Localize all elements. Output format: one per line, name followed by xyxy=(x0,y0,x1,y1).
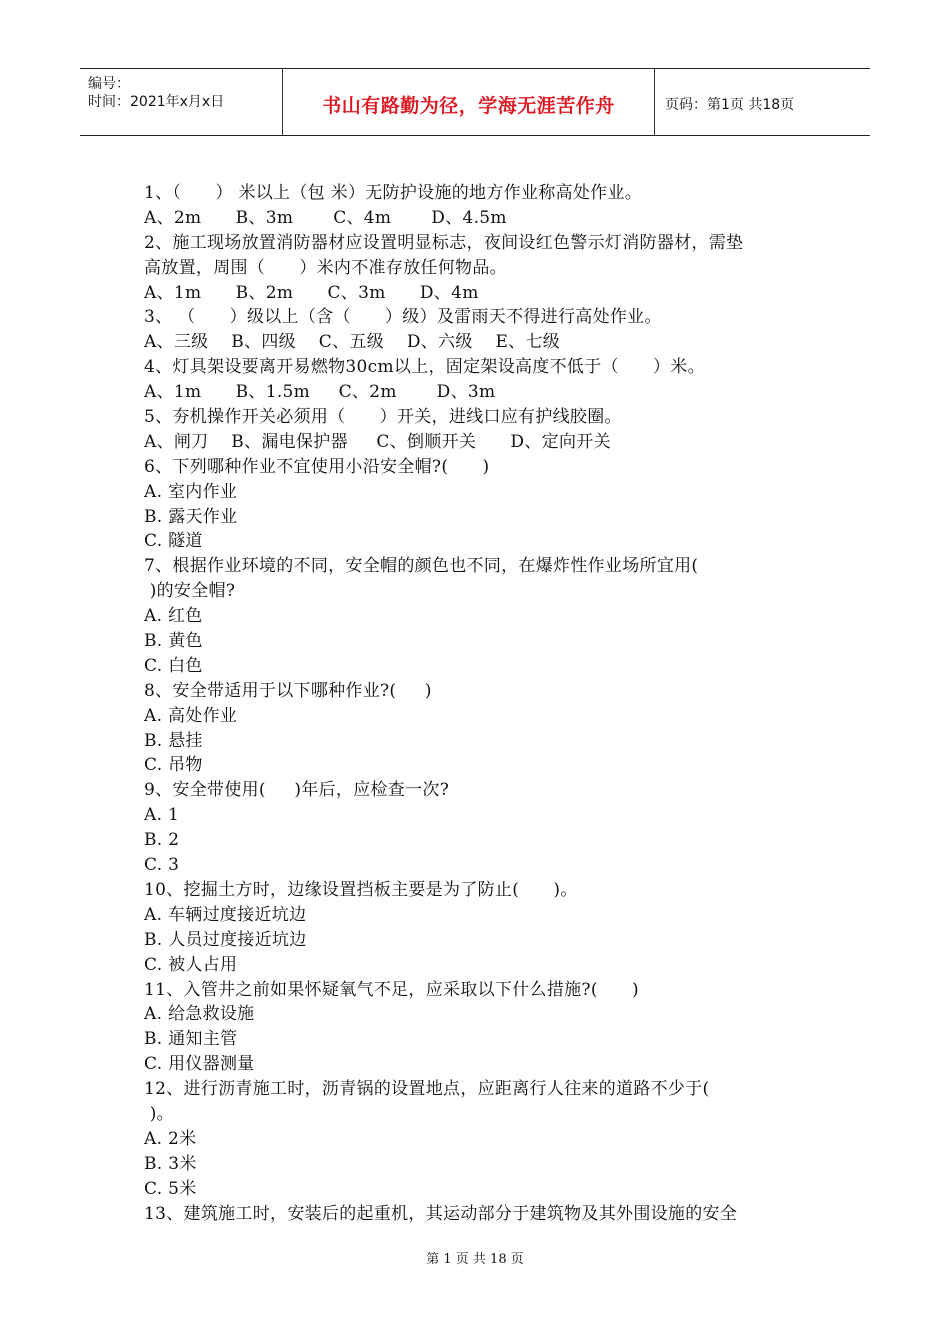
text-line: 6、下列哪种作业不宜使用小沿安全帽?( ) xyxy=(144,456,490,477)
text-line: C. 白色 xyxy=(144,655,203,676)
text-line: 高放置，周围（ ）米内不准存放任何物品。 xyxy=(144,257,507,278)
text-line: C. 5米 xyxy=(144,1178,197,1199)
text-line: B. 露天作业 xyxy=(144,506,238,527)
text-line: C. 被人占用 xyxy=(144,954,238,975)
text-line: A、1m B、2m C、3m D、4m xyxy=(144,282,479,303)
text-line: 7、根据作业环境的不同，安全帽的颜色也不同，在爆炸性作业场所宜用( xyxy=(144,556,699,577)
text-line: A、2m B、3m C、4m D、4.5m xyxy=(144,207,507,228)
question-list xyxy=(144,181,814,1226)
header-table xyxy=(80,68,870,136)
text-line: A. 室内作业 xyxy=(144,481,238,502)
text-line: 13、建筑施工时，安装后的起重机，其运动部分于建筑物及其外围设施的安全 xyxy=(144,1203,738,1224)
text-line: 12、进行沥青施工时，沥青锅的设置地点，应距离行人往来的道路不少于( xyxy=(144,1079,710,1100)
text-line: C. 隧道 xyxy=(144,531,203,552)
text-line: A. 2米 xyxy=(144,1128,197,1149)
header-motto-cell xyxy=(283,69,655,135)
text-line: 5、夯机操作开关必须用（ ）开关，进线口应有护线胶圈。 xyxy=(144,407,622,428)
header-motto: 书山有路勤为径，学海无涯苦作舟 xyxy=(322,95,615,117)
text-line: A. 红色 xyxy=(144,606,203,627)
header-page-cell xyxy=(655,69,870,135)
text-line: A、1m B、1.5m C、2m D、3m xyxy=(144,382,496,403)
text-line: )。 xyxy=(144,1103,174,1124)
text-line: 8、安全带适用于以下哪种作业?( ) xyxy=(144,680,432,701)
text-line: A. 给急救设施 xyxy=(144,1004,255,1025)
text-line: 3、 （ ）级以上（含（ ）级）及雷雨天不得进行高处作业。 xyxy=(144,307,662,328)
text-line: A. 1 xyxy=(144,805,180,826)
document-date-label: 时间：2021年x月x日 xyxy=(88,94,225,110)
text-line: )的安全帽? xyxy=(144,581,236,602)
text-line: C. 3 xyxy=(144,855,180,876)
text-line: B. 悬挂 xyxy=(144,730,203,751)
text-line: B. 通知主管 xyxy=(144,1029,238,1050)
text-line: C. 吊物 xyxy=(144,755,203,776)
document-number-label: 编号： xyxy=(88,76,130,92)
header-meta-cell xyxy=(80,69,283,135)
text-line: B. 3米 xyxy=(144,1153,197,1174)
text-line: A. 高处作业 xyxy=(144,705,238,726)
text-line: B. 黄色 xyxy=(144,631,203,652)
text-line: A、闸刀 B、漏电保护器 C、倒顺开关 D、定向开关 xyxy=(144,431,611,452)
text-line: 11、入管井之前如果怀疑氧气不足，应采取以下什么措施?( ) xyxy=(144,979,639,1000)
text-line: B. 2 xyxy=(144,830,180,851)
text-line: A、三级 B、四级 C、五级 D、六级 E、七级 xyxy=(144,332,561,353)
text-line: A. 车辆过度接近坑边 xyxy=(144,904,307,925)
text-line: 1、（ ） 米以上（包 米）无防护设施的地方作业称高处作业。 xyxy=(144,183,643,203)
text-line: 2、施工现场放置消防器材应设置明显标志，夜间设红色警示灯消防器材，需垫 xyxy=(144,232,744,253)
text-line: 10、挖掘土方时，边缘设置挡板主要是为了防止( )。 xyxy=(144,879,578,900)
header-page-info: 页码：第1页 共18页 xyxy=(665,97,795,113)
text-line: B. 人员过度接近坑边 xyxy=(144,929,307,950)
text-line: 4、灯具架设要离开易燃物30cm以上，固定架设高度不低于（ ）米。 xyxy=(144,357,705,378)
text-line: C. 用仪器测量 xyxy=(144,1054,255,1075)
text-line: 9、安全带使用( )年后，应检查一次? xyxy=(144,780,450,801)
page-footer: 第 1 页 共 18 页 xyxy=(426,1252,524,1267)
